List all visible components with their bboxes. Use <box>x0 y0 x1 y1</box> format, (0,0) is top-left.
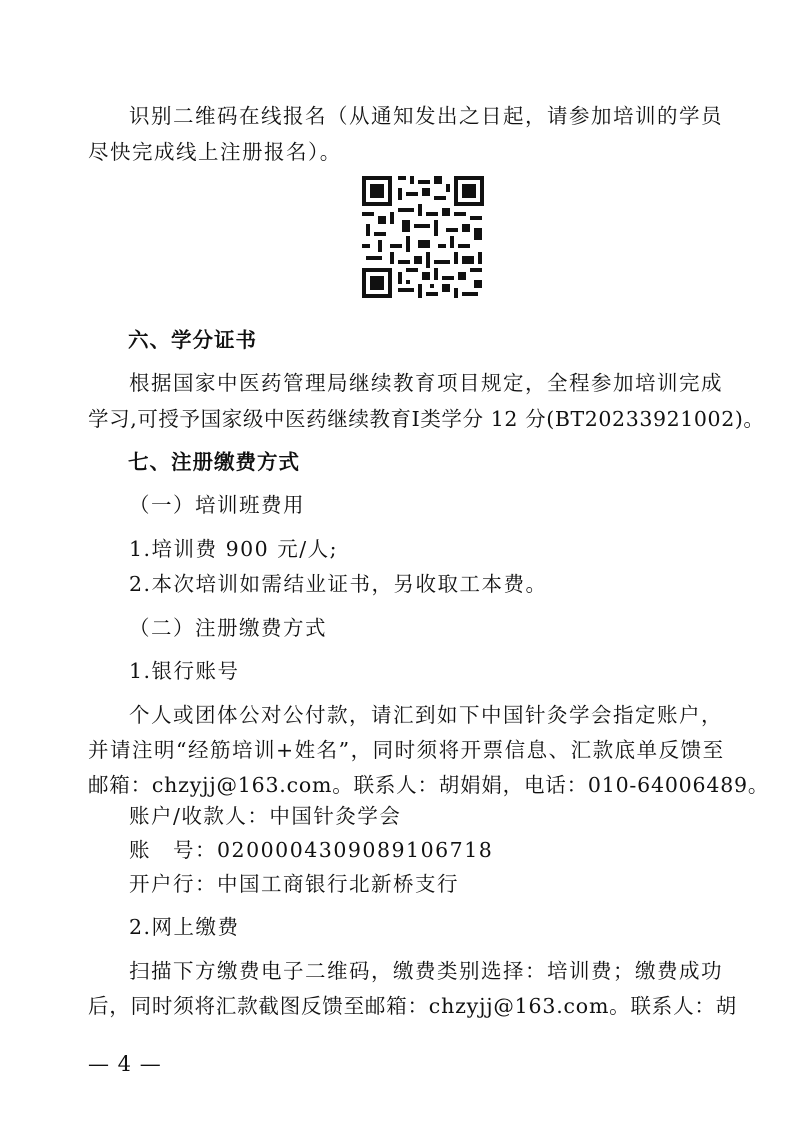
subsection-payment-heading: （二）注册缴费方式 <box>129 616 327 640</box>
registration-instruction-line2: 尽快完成线上注册报名）。 <box>88 140 342 164</box>
bank-paragraph-line2: 并请注明“经筋培训+姓名”，同时须将开票信息、汇款底单反馈至 <box>88 738 725 762</box>
bank-account-heading: 1.银行账号 <box>129 659 240 683</box>
registration-instruction-line1: 识别二维码在线报名（从通知发出之日起，请参加培训的学员 <box>129 104 723 128</box>
account-payee: 账户/收款人：中国针灸学会 <box>129 804 402 828</box>
fee-item-1: 1.培训费 900 元/人; <box>129 537 339 561</box>
subsection-fees-heading: （一）培训班费用 <box>129 493 305 517</box>
online-payment-line2: 后，同时须将汇款截图反馈至邮箱：chzyjj@163.com。联系人：胡 <box>88 994 737 1018</box>
page-number: — 4 — <box>88 1052 162 1076</box>
section-6-heading: 六、学分证书 <box>128 328 257 352</box>
section-7-heading: 七、注册缴费方式 <box>128 450 300 474</box>
credit-paragraph-line1: 根据国家中医药管理局继续教育项目规定，全程参加培训完成 <box>129 371 723 395</box>
fee-item-2: 2.本次培训如需结业证书，另收取工本费。 <box>129 572 548 596</box>
online-payment-heading: 2.网上缴费 <box>129 915 240 939</box>
online-payment-line1: 扫描下方缴费电子二维码，缴费类别选择：培训费；缴费成功 <box>129 959 723 983</box>
account-number: 账 号：0200004309089106718 <box>129 838 494 862</box>
registration-qr-code[interactable] <box>360 174 486 300</box>
account-bank-branch: 开户行：中国工商银行北新桥支行 <box>129 872 459 896</box>
bank-paragraph-line3: 邮箱：chzyjj@163.com。联系人：胡娟娟，电话：010-64006489。 <box>88 773 770 797</box>
credit-paragraph-line2: 学习,可授予国家级中医药继续教育Ⅰ类学分 12 分(BT20233921002)。 <box>88 407 765 431</box>
bank-paragraph-line1: 个人或团体公对公付款，请汇到如下中国针灸学会指定账户， <box>129 703 723 727</box>
